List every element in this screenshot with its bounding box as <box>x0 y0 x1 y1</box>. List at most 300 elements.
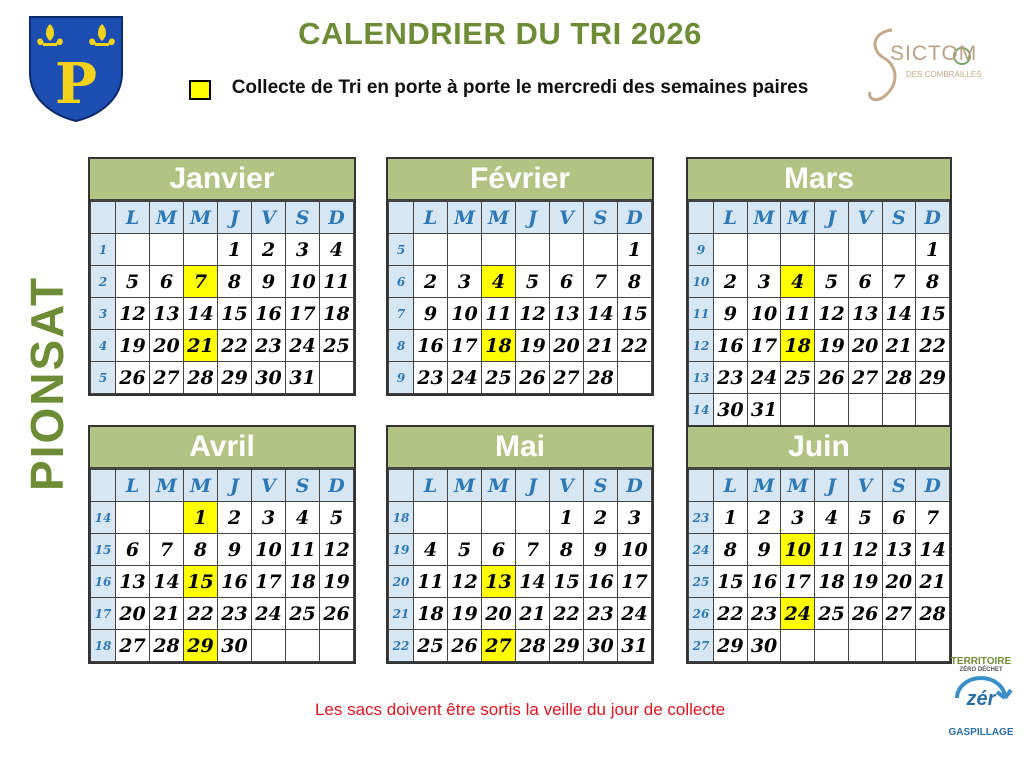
month-name: Juin <box>688 427 950 469</box>
day-label: L <box>116 470 150 502</box>
day-label: M <box>781 202 815 234</box>
week-number: 25 <box>689 566 714 598</box>
collection-day: 21 <box>184 330 218 362</box>
day-cell: 24 <box>618 598 652 630</box>
collection-day: 13 <box>482 566 516 598</box>
day-cell: 31 <box>747 394 781 426</box>
week-row <box>389 266 652 298</box>
day-cell: 6 <box>848 266 882 298</box>
day-cell: 17 <box>286 298 320 330</box>
day-cell: 20 <box>848 330 882 362</box>
day-label: D <box>916 470 950 502</box>
week-row <box>389 330 652 362</box>
week-number: 18 <box>91 630 116 662</box>
week-number: 23 <box>689 502 714 534</box>
month-block <box>88 157 356 396</box>
day-cell: 8 <box>218 266 252 298</box>
day-cell: 16 <box>218 566 252 598</box>
day-cell: 11 <box>286 534 320 566</box>
day-cell: 24 <box>448 362 482 394</box>
day-cell: 21 <box>150 598 184 630</box>
week-row <box>689 266 950 298</box>
logo-subtitle: DES COMBRAILLES <box>906 70 982 79</box>
day-cell: 14 <box>882 298 916 330</box>
day-cell: 22 <box>916 330 950 362</box>
day-cell: 9 <box>747 534 781 566</box>
day-cell: 3 <box>747 266 781 298</box>
week-number: 9 <box>389 362 414 394</box>
day-cell: 2 <box>714 266 748 298</box>
week-number: 3 <box>91 298 116 330</box>
day-cell: 11 <box>320 266 354 298</box>
collection-day: 29 <box>184 630 218 662</box>
day-cell: 29 <box>218 362 252 394</box>
day-label: M <box>184 470 218 502</box>
week-row <box>91 534 354 566</box>
week-number: 16 <box>91 566 116 598</box>
day-cell <box>448 502 482 534</box>
week-row <box>91 502 354 534</box>
day-cell: 23 <box>252 330 286 362</box>
day-cell <box>150 234 184 266</box>
week-number: 27 <box>689 630 714 662</box>
day-cell <box>448 234 482 266</box>
day-cell: 25 <box>781 362 815 394</box>
recycle-icon <box>943 673 1019 723</box>
week-number: 5 <box>91 362 116 394</box>
day-cell <box>848 630 882 662</box>
day-label: D <box>916 202 950 234</box>
day-cell: 20 <box>882 566 916 598</box>
day-cell: 6 <box>882 502 916 534</box>
day-cell: 23 <box>747 598 781 630</box>
month-name: Mars <box>688 159 950 201</box>
crest-letter: P <box>54 51 98 117</box>
day-cell: 22 <box>618 330 652 362</box>
week-number: 18 <box>389 502 414 534</box>
collection-day: 24 <box>781 598 815 630</box>
day-cell: 6 <box>150 266 184 298</box>
day-cell: 1 <box>618 234 652 266</box>
day-cell <box>781 234 815 266</box>
day-cell: 11 <box>482 298 516 330</box>
day-cell: 30 <box>584 630 618 662</box>
day-label: J <box>516 202 550 234</box>
month-block <box>386 425 654 664</box>
day-cell: 26 <box>516 362 550 394</box>
day-cell <box>815 234 849 266</box>
month-name: Février <box>388 159 652 201</box>
day-cell <box>550 234 584 266</box>
day-cell: 12 <box>320 534 354 566</box>
day-cell <box>916 394 950 426</box>
day-cell: 12 <box>815 298 849 330</box>
day-cell: 3 <box>781 502 815 534</box>
week-number: 12 <box>689 330 714 362</box>
day-cell: 29 <box>550 630 584 662</box>
day-cell: 19 <box>116 330 150 362</box>
day-cell: 25 <box>320 330 354 362</box>
day-label: V <box>848 470 882 502</box>
day-cell: 7 <box>150 534 184 566</box>
week-number: 8 <box>389 330 414 362</box>
day-cell: 27 <box>882 598 916 630</box>
day-cell: 11 <box>815 534 849 566</box>
day-cell: 24 <box>252 598 286 630</box>
week-number: 20 <box>389 566 414 598</box>
day-label: S <box>882 470 916 502</box>
day-cell <box>815 394 849 426</box>
day-label: L <box>414 202 448 234</box>
day-cell: 19 <box>448 598 482 630</box>
day-cell: 18 <box>815 566 849 598</box>
week-row <box>389 362 652 394</box>
week-number: 7 <box>389 298 414 330</box>
day-cell: 1 <box>218 234 252 266</box>
zero-waste-badge <box>943 656 1019 756</box>
day-cell: 15 <box>916 298 950 330</box>
week-number: 2 <box>91 266 116 298</box>
day-cell <box>815 630 849 662</box>
day-cell: 7 <box>516 534 550 566</box>
day-cell: 30 <box>747 630 781 662</box>
day-cell: 1 <box>714 502 748 534</box>
day-cell: 20 <box>116 598 150 630</box>
collection-day: 1 <box>184 502 218 534</box>
day-cell: 6 <box>482 534 516 566</box>
day-cell <box>882 234 916 266</box>
day-cell: 7 <box>916 502 950 534</box>
day-cell: 27 <box>848 362 882 394</box>
week-row <box>689 362 950 394</box>
day-cell: 11 <box>414 566 448 598</box>
day-cell: 23 <box>584 598 618 630</box>
day-cell <box>882 394 916 426</box>
day-cell: 25 <box>815 598 849 630</box>
day-cell: 3 <box>286 234 320 266</box>
day-cell: 17 <box>618 566 652 598</box>
day-cell: 19 <box>815 330 849 362</box>
day-cell <box>848 394 882 426</box>
day-cell: 31 <box>618 630 652 662</box>
day-label: S <box>882 202 916 234</box>
day-label: J <box>815 470 849 502</box>
day-cell: 16 <box>747 566 781 598</box>
week-row <box>689 502 950 534</box>
week-number: 17 <box>91 598 116 630</box>
month-name: Janvier <box>90 159 354 201</box>
day-cell: 23 <box>414 362 448 394</box>
day-cell: 22 <box>550 598 584 630</box>
town-name: PIONSAT <box>21 275 73 491</box>
month-name: Mai <box>388 427 652 469</box>
day-cell: 30 <box>714 394 748 426</box>
week-number: 15 <box>91 534 116 566</box>
day-cell: 25 <box>482 362 516 394</box>
page-title: CALENDRIER DU TRI 2026 <box>298 16 702 51</box>
day-cell: 10 <box>618 534 652 566</box>
month-block <box>686 425 952 664</box>
logo-text: SICTOM <box>890 42 978 65</box>
day-cell: 16 <box>252 298 286 330</box>
day-cell: 3 <box>448 266 482 298</box>
week-number: 14 <box>689 394 714 426</box>
month-block <box>386 157 654 396</box>
day-label: S <box>286 202 320 234</box>
day-cell <box>286 630 320 662</box>
legend-swatch <box>189 80 211 100</box>
week-number: 9 <box>689 234 714 266</box>
day-cell: 28 <box>184 362 218 394</box>
day-cell: 17 <box>781 566 815 598</box>
day-label: D <box>618 470 652 502</box>
badge-mid: zér <box>966 688 996 710</box>
day-cell: 21 <box>584 330 618 362</box>
day-label: M <box>482 202 516 234</box>
collection-day: 27 <box>482 630 516 662</box>
day-label: M <box>482 470 516 502</box>
day-label: M <box>150 470 184 502</box>
week-number: 1 <box>91 234 116 266</box>
day-cell: 26 <box>320 598 354 630</box>
day-label: M <box>184 202 218 234</box>
day-cell: 15 <box>550 566 584 598</box>
month-block <box>88 425 356 664</box>
day-cell: 22 <box>184 598 218 630</box>
day-cell: 12 <box>848 534 882 566</box>
day-cell: 27 <box>116 630 150 662</box>
week-row <box>91 566 354 598</box>
day-cell: 18 <box>286 566 320 598</box>
day-cell <box>882 630 916 662</box>
collection-day: 18 <box>781 330 815 362</box>
week-number: 13 <box>689 362 714 394</box>
week-row <box>389 534 652 566</box>
week-row <box>91 362 354 394</box>
day-cell: 9 <box>218 534 252 566</box>
day-cell: 10 <box>448 298 482 330</box>
day-cell <box>252 630 286 662</box>
day-cell <box>116 234 150 266</box>
day-cell: 16 <box>584 566 618 598</box>
day-cell: 2 <box>414 266 448 298</box>
day-cell: 1 <box>916 234 950 266</box>
day-cell: 14 <box>150 566 184 598</box>
collection-day: 10 <box>781 534 815 566</box>
day-cell <box>747 234 781 266</box>
week-number: 14 <box>91 502 116 534</box>
day-cell: 2 <box>747 502 781 534</box>
day-cell: 30 <box>218 630 252 662</box>
week-row <box>389 298 652 330</box>
week-row <box>91 330 354 362</box>
day-cell <box>482 234 516 266</box>
day-cell: 14 <box>916 534 950 566</box>
week-header <box>389 202 414 234</box>
day-cell <box>516 234 550 266</box>
day-cell: 23 <box>218 598 252 630</box>
day-cell: 8 <box>550 534 584 566</box>
week-row <box>91 234 354 266</box>
day-label: L <box>414 470 448 502</box>
day-cell <box>414 234 448 266</box>
week-row <box>389 566 652 598</box>
day-label: V <box>550 202 584 234</box>
day-cell <box>781 394 815 426</box>
week-row <box>689 534 950 566</box>
day-cell: 21 <box>916 566 950 598</box>
day-cell: 4 <box>286 502 320 534</box>
day-cell: 9 <box>714 298 748 330</box>
day-label: L <box>116 202 150 234</box>
day-cell <box>848 234 882 266</box>
day-cell <box>516 502 550 534</box>
week-number: 22 <box>389 630 414 662</box>
day-label: V <box>252 470 286 502</box>
day-cell: 10 <box>252 534 286 566</box>
week-number: 21 <box>389 598 414 630</box>
day-cell: 29 <box>916 362 950 394</box>
day-cell: 12 <box>516 298 550 330</box>
day-cell <box>116 502 150 534</box>
day-cell: 27 <box>550 362 584 394</box>
day-cell: 13 <box>882 534 916 566</box>
day-cell: 20 <box>482 598 516 630</box>
day-cell: 16 <box>714 330 748 362</box>
week-row <box>689 630 950 662</box>
day-label: V <box>550 470 584 502</box>
day-cell: 28 <box>916 598 950 630</box>
day-cell: 28 <box>882 362 916 394</box>
day-label: M <box>448 470 482 502</box>
week-header <box>689 202 714 234</box>
day-cell: 28 <box>516 630 550 662</box>
week-row <box>689 234 950 266</box>
day-label: S <box>584 202 618 234</box>
day-cell: 14 <box>516 566 550 598</box>
week-header <box>91 470 116 502</box>
day-cell: 13 <box>116 566 150 598</box>
day-cell: 12 <box>116 298 150 330</box>
collection-day: 4 <box>781 266 815 298</box>
day-cell: 9 <box>584 534 618 566</box>
day-cell: 13 <box>550 298 584 330</box>
day-cell: 26 <box>448 630 482 662</box>
day-cell <box>714 234 748 266</box>
week-row <box>689 394 950 426</box>
day-cell: 8 <box>618 266 652 298</box>
day-cell: 5 <box>448 534 482 566</box>
day-cell: 19 <box>320 566 354 598</box>
day-cell: 20 <box>150 330 184 362</box>
day-cell <box>482 502 516 534</box>
week-number: 6 <box>389 266 414 298</box>
day-cell: 28 <box>584 362 618 394</box>
day-cell: 26 <box>848 598 882 630</box>
month-name: Avril <box>90 427 354 469</box>
day-label: L <box>714 202 748 234</box>
day-cell: 3 <box>618 502 652 534</box>
day-cell: 21 <box>882 330 916 362</box>
day-label: L <box>714 470 748 502</box>
day-cell: 8 <box>916 266 950 298</box>
week-number: 5 <box>389 234 414 266</box>
day-cell: 30 <box>252 362 286 394</box>
day-cell: 1 <box>550 502 584 534</box>
week-row <box>91 598 354 630</box>
day-label: M <box>781 470 815 502</box>
day-cell: 4 <box>815 502 849 534</box>
day-cell: 10 <box>747 298 781 330</box>
day-cell: 5 <box>116 266 150 298</box>
day-cell: 7 <box>882 266 916 298</box>
day-cell: 27 <box>150 362 184 394</box>
day-label: V <box>252 202 286 234</box>
week-row <box>389 502 652 534</box>
day-cell: 7 <box>584 266 618 298</box>
week-row <box>689 598 950 630</box>
collection-day: 18 <box>482 330 516 362</box>
day-label: M <box>747 202 781 234</box>
day-cell: 18 <box>320 298 354 330</box>
day-cell <box>618 362 652 394</box>
day-cell: 13 <box>150 298 184 330</box>
day-cell: 9 <box>414 298 448 330</box>
week-row <box>389 598 652 630</box>
day-cell: 26 <box>116 362 150 394</box>
day-cell <box>414 502 448 534</box>
day-cell: 22 <box>714 598 748 630</box>
day-cell: 13 <box>848 298 882 330</box>
day-label: J <box>218 202 252 234</box>
week-row <box>689 566 950 598</box>
day-cell: 2 <box>584 502 618 534</box>
day-cell: 3 <box>252 502 286 534</box>
week-row <box>91 266 354 298</box>
day-label: M <box>747 470 781 502</box>
week-row <box>91 298 354 330</box>
day-cell: 31 <box>286 362 320 394</box>
collection-day: 4 <box>482 266 516 298</box>
legend-text: Collecte de Tri en porte à porte le mercredi des semaines paires <box>231 77 809 98</box>
day-cell: 28 <box>150 630 184 662</box>
week-row <box>689 330 950 362</box>
week-number: 26 <box>689 598 714 630</box>
day-cell: 4 <box>414 534 448 566</box>
collection-note: Les sacs doivent être sortis la veille du jour de collecte <box>314 700 726 719</box>
day-cell: 5 <box>848 502 882 534</box>
day-cell <box>150 502 184 534</box>
day-cell: 10 <box>286 266 320 298</box>
day-cell: 22 <box>218 330 252 362</box>
day-label: V <box>848 202 882 234</box>
badge-sub: ZÉRO DÉCHET <box>959 667 1003 673</box>
day-cell: 8 <box>184 534 218 566</box>
week-number: 19 <box>389 534 414 566</box>
day-cell <box>184 234 218 266</box>
week-header <box>689 470 714 502</box>
badge-bottom: GASPILLAGE <box>948 727 1014 738</box>
day-cell: 2 <box>218 502 252 534</box>
day-cell: 12 <box>448 566 482 598</box>
day-cell <box>781 630 815 662</box>
week-header <box>389 470 414 502</box>
day-label: M <box>150 202 184 234</box>
day-cell: 17 <box>747 330 781 362</box>
day-cell: 5 <box>516 266 550 298</box>
week-number: 11 <box>689 298 714 330</box>
day-cell <box>320 362 354 394</box>
